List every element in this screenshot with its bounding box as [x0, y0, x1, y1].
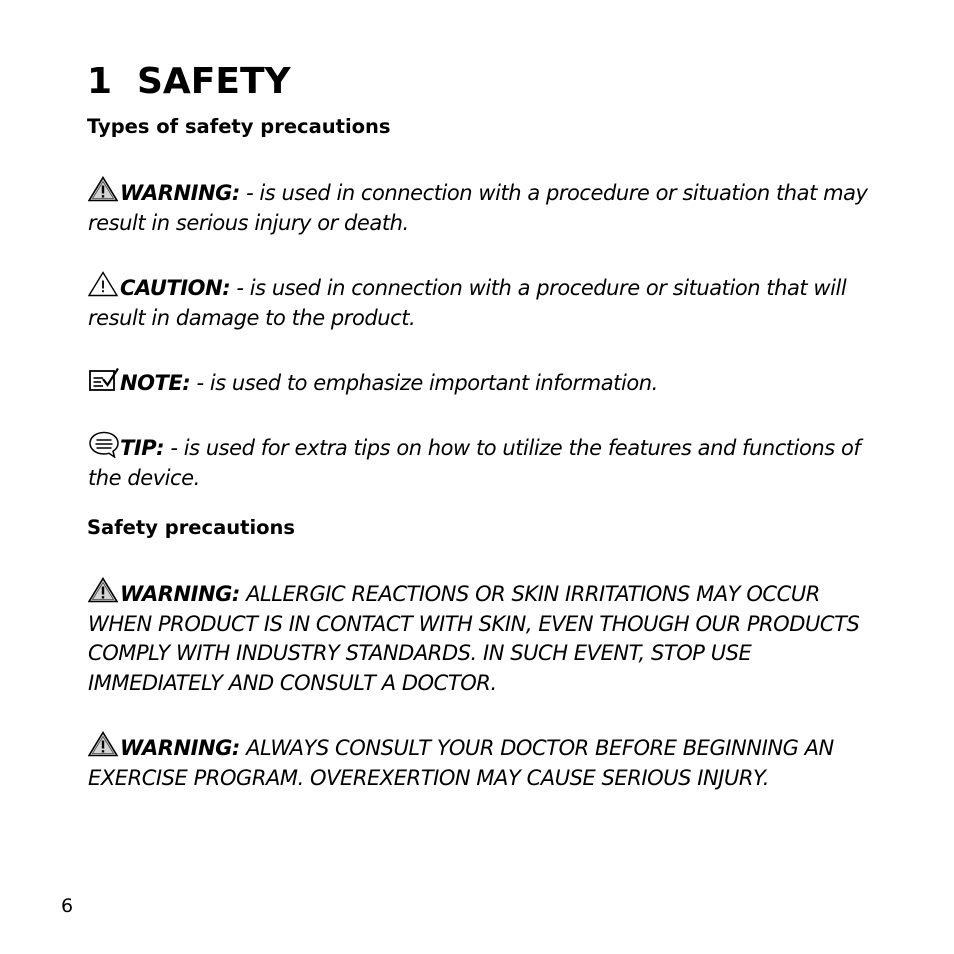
note-checkbox-icon [88, 366, 120, 393]
types-of-safety-precautions-heading: Types of safety precautions [87, 115, 391, 138]
exercise-program-warning [88, 731, 888, 793]
tip-description: - is used for extra tips on how to utilize the features and functions of the device. [88, 436, 861, 490]
caution-type-definition [88, 271, 888, 333]
note-description: - is used to emphasize important information. [190, 371, 658, 395]
tip-label: TIP: [120, 436, 165, 460]
warning-type-definition [88, 176, 888, 238]
tip-type-definition [88, 431, 888, 493]
caution-label: CAUTION: [120, 276, 231, 300]
warning-label: WARNING: [120, 582, 240, 606]
safety-precautions-heading: Safety precautions [87, 516, 296, 539]
warning-label: WARNING: [120, 181, 240, 205]
warning-label: WARNING: [120, 736, 240, 760]
warning-text: ALWAYS CONSULT YOUR DOCTOR BEFORE BEGINNING AN EXERCISE PROGRAM. OVEREXERTION MAY CAUSE SERIOUS INJURY. [88, 736, 834, 790]
note-type-definition [88, 366, 888, 399]
warning-filled-triangle-icon [88, 731, 120, 758]
chapter-number: 1 [87, 61, 113, 102]
warning-text: ALLERGIC REACTIONS OR SKIN IRRITATIONS MAY OCCUR WHEN PRODUCT IS IN CONTACT WITH SKIN, EVEN THOUGH OUR PRODUCTS COMPLY WITH INDUSTRY STANDARDS. IN SUCH EVENT, STOP USE IMMEDIATELY AND CONSULT A DOCTOR. [88, 582, 860, 695]
caution-outline-triangle-icon [88, 271, 120, 298]
warning-filled-triangle-icon [88, 176, 120, 203]
tip-speech-bubble-icon [88, 431, 120, 458]
warning-description: - is used in connection with a procedure or situation that may result in serious injury or death. [88, 181, 868, 235]
allergic-reaction-warning [88, 577, 888, 698]
page-title [87, 58, 291, 106]
warning-filled-triangle-icon [88, 577, 120, 604]
chapter-title: SAFETY [137, 61, 291, 102]
caution-description: - is used in connection with a procedure or situation that will result in damage to the product. [88, 276, 847, 330]
page-number: 6 [61, 895, 74, 917]
note-label: NOTE: [120, 371, 191, 395]
